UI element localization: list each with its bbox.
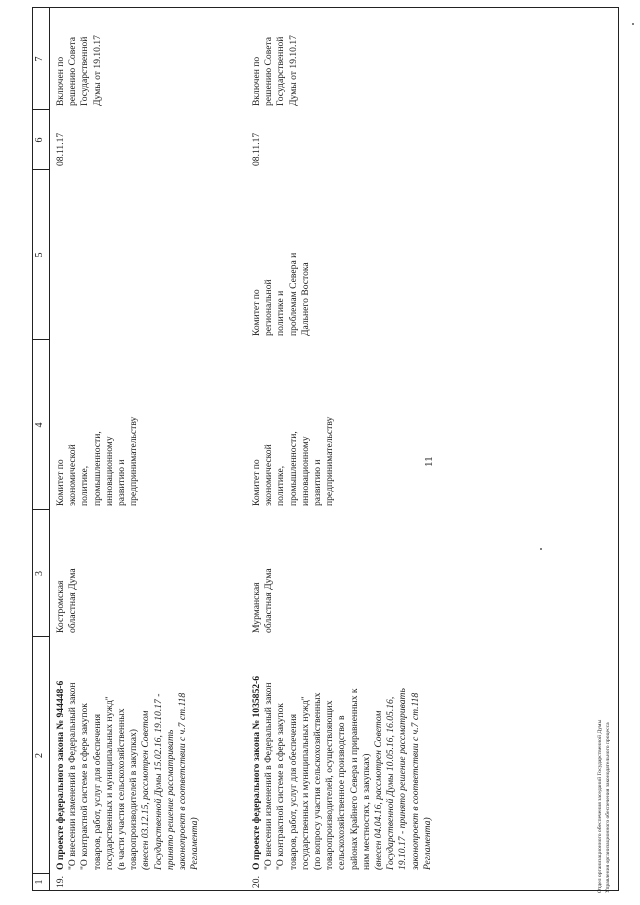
bill-cell bbox=[251, 676, 434, 870]
text-line: промышленности, bbox=[91, 431, 103, 506]
text-line: предпринимательству bbox=[128, 416, 140, 506]
text-line: принято решение рассматривать bbox=[164, 729, 176, 870]
text-line: Государственной bbox=[275, 36, 287, 106]
decision-cell bbox=[55, 35, 104, 106]
footer-line: Отдел организационного обеспечения заседаний Государственной Думы bbox=[597, 719, 603, 893]
column-header-4: 4 bbox=[34, 422, 45, 428]
date-cell: 08.11.17 bbox=[55, 132, 66, 166]
text-line: 19.10.17 - принято решение рассматривать bbox=[397, 688, 409, 870]
text-line: Комитет по bbox=[251, 459, 262, 506]
committee-cell bbox=[251, 417, 336, 506]
footer-line: Управления организационного обеспечения законодательного процесса bbox=[605, 722, 611, 893]
text-line: товаров, работ, услуг для обеспечения bbox=[287, 714, 299, 870]
column-header-5: 5 bbox=[34, 252, 45, 258]
initiator-cell bbox=[55, 568, 79, 633]
text-line: региональной bbox=[263, 279, 275, 336]
text-line: Государственной Думы 15.02.16, 19.10.17 - bbox=[152, 693, 164, 870]
text-line: Включен по bbox=[55, 56, 66, 106]
text-line: развитию и bbox=[312, 459, 324, 506]
footer bbox=[596, 720, 612, 893]
bill-cell bbox=[55, 681, 201, 870]
text-line: сельскохозяйственное производство в bbox=[336, 715, 348, 870]
bill-title: О проекте федерального закона № 1035852-6 bbox=[251, 675, 262, 870]
text-line: (по вопросу участия сельскохозяйственных bbox=[312, 692, 324, 870]
text-line: политике, bbox=[79, 465, 91, 506]
text-line: проблемам Севера и bbox=[287, 252, 299, 336]
text-line: "О внесении изменений в Федеральный закон bbox=[67, 682, 79, 870]
text-line: промышленности, bbox=[287, 431, 299, 506]
text-line: Костромская bbox=[55, 580, 66, 633]
text-line: законопроект в соответствии с ч.7 ст.118 bbox=[177, 692, 189, 870]
text-line: государственных и муниципальных нужд" bbox=[103, 696, 115, 870]
text-line: товаропроизводителей в закупках) bbox=[128, 729, 140, 870]
text-line: государственных и муниципальных нужд" bbox=[299, 696, 311, 870]
text-line: законопроект в соответствии с ч.7 ст.118 bbox=[409, 692, 421, 870]
row-number: 19. bbox=[55, 876, 66, 888]
text-line: Комитет по bbox=[55, 459, 66, 506]
text-line: экономической bbox=[263, 444, 275, 506]
header-divider bbox=[49, 8, 50, 890]
text-line: товаропроизводителей, осуществляющих bbox=[324, 700, 336, 870]
text-line: (внесен 04.04.16, рассмотрен Советом bbox=[373, 710, 385, 870]
text-line: решению Совета bbox=[67, 36, 79, 106]
text-line: инновационному bbox=[103, 436, 115, 506]
bill-title: О проекте федерального закона № 944448-6 bbox=[55, 680, 66, 870]
text-line: развитию и bbox=[116, 459, 128, 506]
text-line: политике и bbox=[275, 290, 287, 336]
column-header-6: 6 bbox=[34, 137, 45, 143]
bill-body bbox=[263, 676, 373, 870]
column-header-7: 7 bbox=[34, 56, 45, 62]
text-line: Государственной Думы 10.05.16, 16.05.16, bbox=[385, 696, 397, 870]
bill-body bbox=[67, 681, 140, 870]
text-line: районах Крайнего Севера и приравненных к bbox=[348, 688, 360, 870]
column-header-3: 3 bbox=[34, 571, 45, 576]
bill-note bbox=[373, 676, 434, 870]
text-line: инновационному bbox=[299, 436, 311, 506]
decision-cell bbox=[251, 35, 300, 106]
text-line: "О внесении изменений в Федеральный закон bbox=[263, 682, 275, 870]
text-line: решению Совета bbox=[263, 36, 275, 106]
initiator-cell bbox=[251, 568, 275, 633]
text-line: Включен по bbox=[251, 56, 262, 106]
text-line: политике, bbox=[275, 465, 287, 506]
page-number: 11 bbox=[423, 456, 435, 467]
column-header-1: 1 bbox=[34, 879, 45, 885]
row-number: 20. bbox=[251, 876, 262, 888]
text-line: предпринимательству bbox=[324, 416, 336, 506]
text-line: Думы от 19.10.17 bbox=[287, 35, 299, 106]
committee-cell bbox=[55, 417, 140, 506]
column-header-2: 2 bbox=[34, 753, 45, 758]
bill-note bbox=[140, 681, 201, 870]
date-cell: 08.11.17 bbox=[251, 132, 262, 166]
text-line: Дальнего Востока bbox=[299, 262, 311, 336]
committee-cell bbox=[251, 253, 312, 336]
text-line: "О контрактной системе в сфере закупок bbox=[275, 703, 287, 870]
text-line: ним местностях, в закупках) bbox=[360, 753, 372, 870]
text-line: "О контрактной системе в сфере закупок bbox=[79, 703, 91, 870]
bills-table bbox=[32, 7, 619, 891]
text-line: (внесен 03.12.15, рассмотрен Советом bbox=[140, 710, 152, 870]
text-line: Регламента) bbox=[189, 817, 201, 870]
text-line: Мурманская bbox=[251, 582, 262, 633]
text-line: товаров, работ, услуг для обеспечения bbox=[91, 714, 103, 870]
text-line: областная Дума bbox=[263, 568, 275, 633]
text-line: Думы от 19.10.17 bbox=[91, 35, 103, 106]
text-line: областная Дума bbox=[67, 568, 79, 633]
text-line: (в части участия сельскохозяйственных bbox=[116, 708, 128, 870]
text-line: Регламента) bbox=[421, 817, 433, 870]
text-line: Государственной bbox=[79, 36, 91, 106]
scan-speck bbox=[632, 23, 634, 25]
text-line: Комитет по bbox=[251, 289, 262, 336]
text-line: экономической bbox=[67, 444, 79, 506]
scan-speck bbox=[540, 548, 542, 550]
